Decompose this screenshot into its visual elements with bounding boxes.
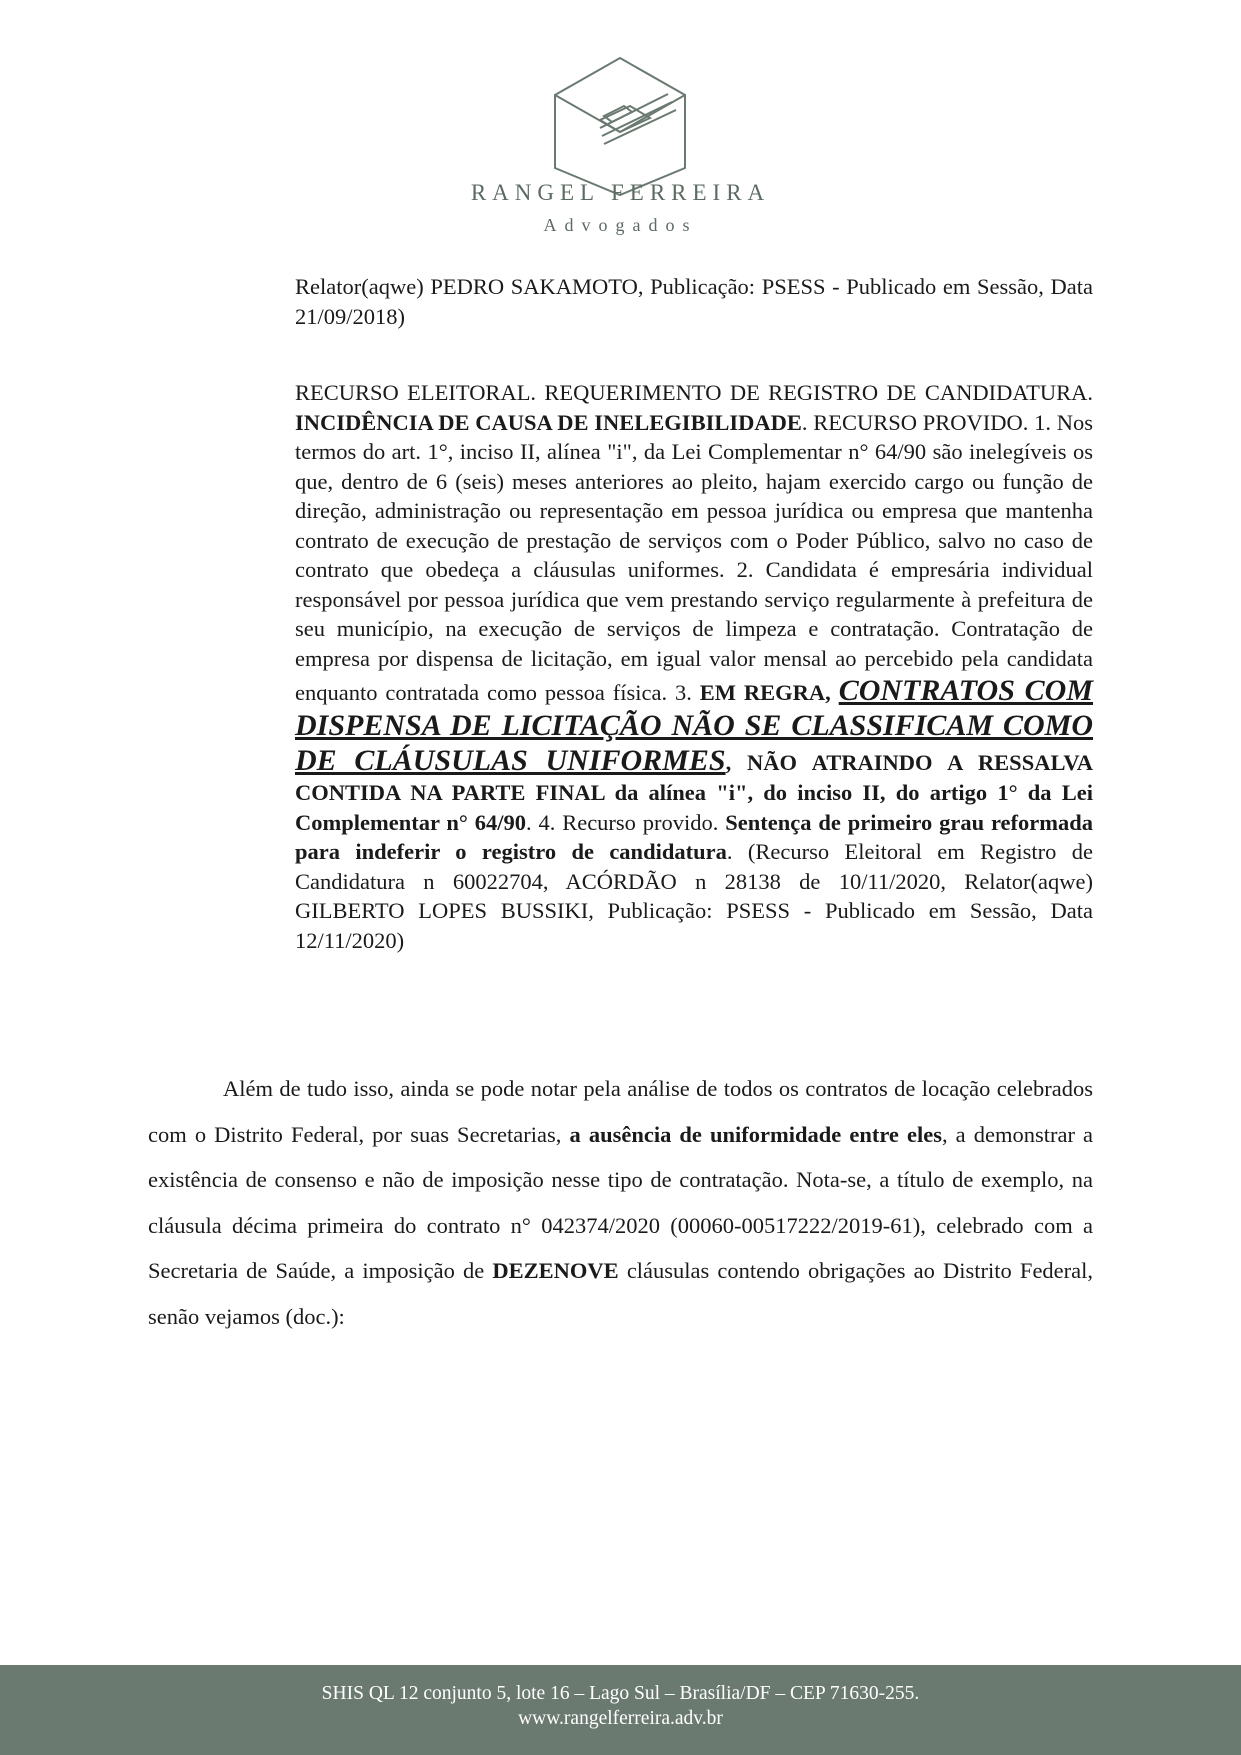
- body-part-2: a ausência de uniformidade entre eles: [569, 1121, 942, 1147]
- firm-name: RANGEL FERREIRA: [470, 180, 771, 205]
- body-paragraph: [148, 1066, 1093, 1340]
- body-part-5: cláusulas contendo obrigações ao Distrito Federal, senão vejamos (doc.):: [148, 1258, 1094, 1329]
- footer-website: www.rangelferreira.adv.br: [518, 1708, 723, 1729]
- citation-2-part-8: Sentença de primeiro grau reformada para indeferir o registro de candidatura: [295, 809, 1094, 864]
- citation-2-part-4: EM REGRA,: [699, 680, 831, 705]
- citation-block-2: [295, 378, 1093, 955]
- hexagon-logo-icon: [540, 50, 700, 200]
- citation-2-part-3: . RECURSO PROVIDO. 1. Nos termos do art. 1°, inciso II, alínea "i", da Lei Complementar n° 64/90 são inelegíveis os que, dentro de 6 (seis) meses anteriores ao pleito, hajam exercido cargo ou função de direção, administração ou representação em pessoa jurídica ou empresa que mantenha contrato de execução de prestação de serviços com o Poder Público, salvo no caso de contrato que obedeça a cláusulas uniformes. 2. Candidata é empresária individual responsável por pessoa jurídica que vem prestando serviço regularmente à prefeitura de seu município, na execução de serviços de limpeza e contratação. Contratação de empresa por dispensa de licitação, em igual valor mensal ao percebido pela candidata enquanto contratada como pessoa física. 3.: [295, 409, 1094, 705]
- citation-2-part-2: INCIDÊNCIA DE CAUSA DE INELEGIBILIDADE: [295, 409, 802, 435]
- firm-subtitle: Advogados: [543, 215, 698, 235]
- body-part-3: , a demonstrar a existência de consenso e não de imposição nesse tipo de contratação. Nota-se, a título de exemplo, na cláusula décima primeira do contrato n° 042374/2020 (00060-00517222/2019-61), celebrado com a Secretaria de Saúde, a imposição de: [148, 1121, 1094, 1284]
- page-footer: [0, 1665, 1241, 1755]
- citation-2-part-7: . 4. Recurso provido.: [526, 809, 719, 835]
- citation-2-part-1: RECURSO ELEITORAL. REQUERIMENTO DE REGISTRO DE CANDIDATURA.: [295, 380, 1093, 405]
- body-part-1: Além de tudo isso, ainda se pode notar pela análise de todos os contratos de locação celebrados com o Distrito Federal, por suas Secretarias,: [148, 1076, 1093, 1147]
- footer-address: SHIS QL 12 conjunto 5, lote 16 – Lago Sul – Brasília/DF – CEP 71630-255.: [321, 1683, 920, 1704]
- citation-2-part-9: . (Recurso Eleitoral em Registro de Candidatura n 60022704, ACÓRDÃO n 28138 de 10/11/2020, Relator(aqwe) GILBERTO LOPES BUSSIKI, Publicação: PSESS - Publicado em Sessão, Data 12/11/2020): [295, 839, 1094, 953]
- citation-1-text: Relator(aqwe) PEDRO SAKAMOTO, Publicação: PSESS - Publicado em Sessão, Data 21/09/2018): [295, 274, 1093, 329]
- citation-2-emphasis: CONTRATOS COM DISPENSA DE LICITAÇÃO NÃO SE CLASSIFICAM COMO DE CLÁUSULAS UNIFORMES: [295, 674, 1094, 777]
- citation-2-part-6: , NÃO ATRAINDO A RESSALVA CONTIDA NA PARTE FINAL da alínea "i", do inciso II, do artigo 1° da Lei Complementar n° 64/90: [295, 750, 1093, 835]
- citation-block-1: [295, 272, 1093, 331]
- body-part-4: DEZENOVE: [492, 1258, 619, 1284]
